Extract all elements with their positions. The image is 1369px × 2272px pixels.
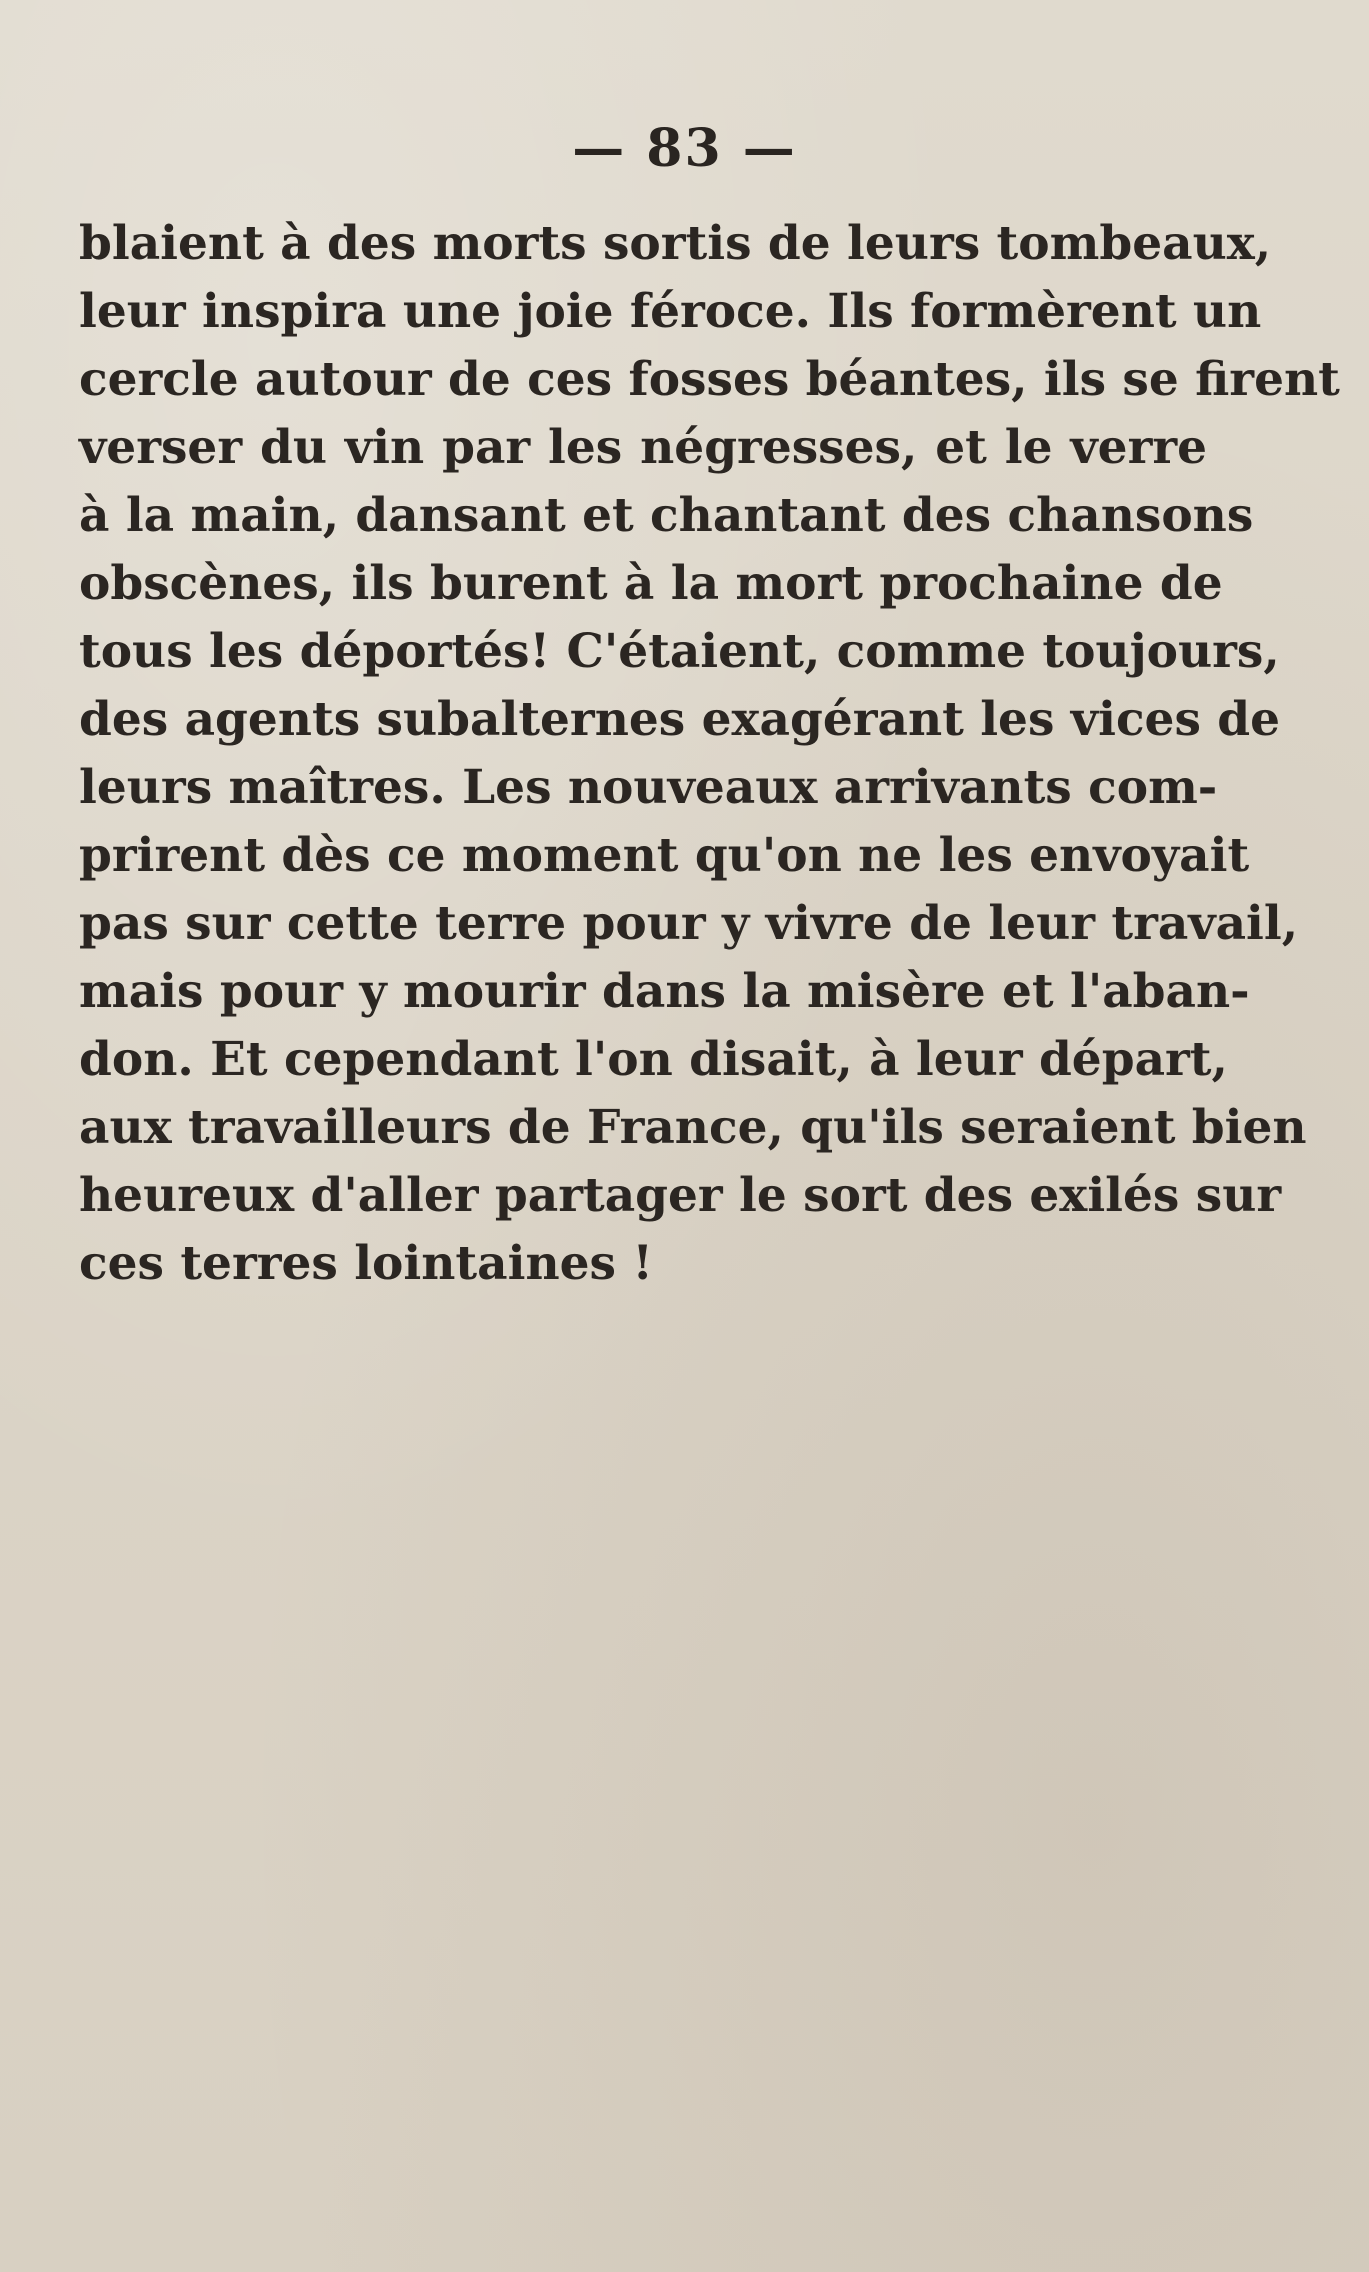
body-text [79, 210, 1340, 1298]
text-line: verser du vin par les négresses, et le verre [79, 420, 1207, 475]
text-line: tous les déportés! C'étaient, comme toujours, [79, 624, 1280, 679]
page-number: — 83 — [572, 118, 797, 179]
text-line: aux travailleurs de France, qu'ils seraient bien [79, 1100, 1307, 1155]
text-line: à la main, dansant et chantant des chansons [79, 488, 1254, 543]
text-line: leur inspira une joie féroce. Ils formèrent un [79, 284, 1262, 339]
text-line: des agents subalternes exagérant les vices de [79, 692, 1281, 747]
text-line: obscènes, ils burent à la mort prochaine de [79, 556, 1223, 611]
text-line: prirent dès ce moment qu'on ne les envoyait [79, 828, 1250, 883]
text-line: mais pour y mourir dans la misère et l'aban- [79, 964, 1250, 1019]
text-line: don. Et cependant l'on disait, à leur départ, [79, 1032, 1228, 1087]
text-line: heureux d'aller partager le sort des exilés sur [79, 1168, 1282, 1223]
text-line: cercle autour de ces fosses béantes, ils se firent [79, 352, 1340, 407]
text-line: blaient à des morts sortis de leurs tombeaux, [79, 216, 1272, 271]
text-line: pas sur cette terre pour y vivre de leur travail, [79, 896, 1299, 951]
text-line: leurs maîtres. Les nouveaux arrivants com- [79, 760, 1218, 815]
text-line: ces terres lointaines ! [79, 1236, 653, 1291]
